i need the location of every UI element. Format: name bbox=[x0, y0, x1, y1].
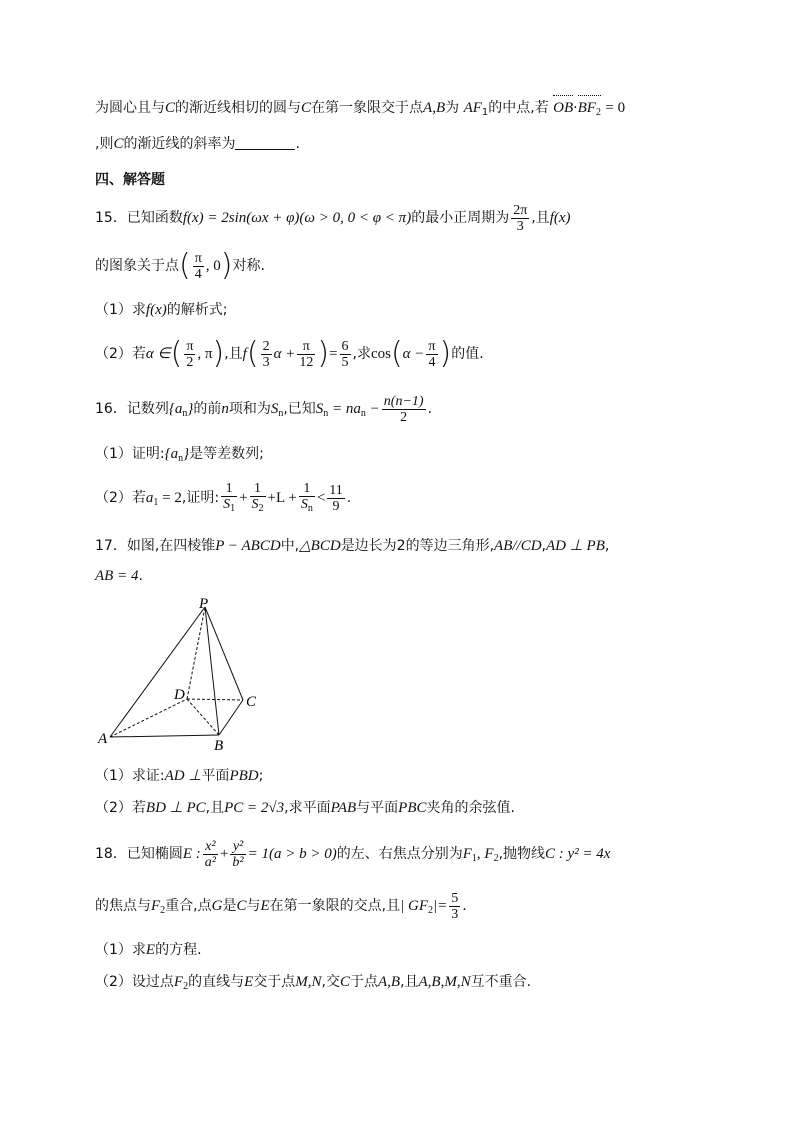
math: C bbox=[113, 136, 124, 152]
text: ,证明: bbox=[181, 490, 220, 506]
edge-pa bbox=[110, 607, 205, 737]
text: 交于点 bbox=[253, 974, 296, 990]
s: 1 bbox=[153, 497, 159, 508]
edge-pc bbox=[205, 607, 243, 700]
label-p: P bbox=[199, 596, 209, 612]
fraction bbox=[449, 891, 460, 922]
math: + bbox=[239, 490, 248, 506]
text: 的图象关于点 bbox=[95, 258, 179, 274]
den: 12 bbox=[299, 354, 314, 370]
fraction bbox=[511, 203, 529, 234]
s: n bbox=[178, 453, 184, 464]
vector-bf2 bbox=[578, 98, 601, 123]
math: α + bbox=[273, 346, 296, 362]
text-line-1 bbox=[95, 98, 625, 123]
math bbox=[174, 974, 188, 990]
paren: ) bbox=[220, 248, 233, 283]
text: ; bbox=[258, 768, 264, 784]
text: 的值. bbox=[451, 346, 484, 362]
text: , bbox=[604, 538, 610, 554]
paren: ( bbox=[170, 336, 183, 371]
text: 为圆心且与 bbox=[95, 100, 165, 116]
question-number: 18． bbox=[95, 846, 127, 862]
text: ,且 bbox=[205, 800, 225, 816]
math: P − ABCD bbox=[215, 538, 281, 554]
question-18-cont bbox=[95, 888, 467, 924]
m: F bbox=[151, 898, 161, 914]
math bbox=[271, 401, 284, 417]
math: AB//CD bbox=[494, 538, 542, 554]
question-number: 15． bbox=[95, 210, 127, 226]
edge-db bbox=[187, 699, 219, 735]
num: 1 bbox=[250, 481, 266, 497]
m: S bbox=[270, 401, 279, 417]
text: ,抛物线 bbox=[498, 846, 546, 862]
m: S bbox=[251, 496, 259, 512]
edge-ad bbox=[110, 699, 187, 737]
num: 6 bbox=[341, 338, 349, 354]
s: 2 bbox=[493, 853, 499, 864]
num: π bbox=[194, 250, 202, 266]
math: = 1(a > b > 0) bbox=[247, 846, 337, 862]
s: 2 bbox=[183, 981, 189, 992]
question-number: 16． bbox=[95, 401, 127, 417]
paren: ) bbox=[439, 336, 452, 371]
math bbox=[146, 490, 182, 506]
text: 已知函数 bbox=[126, 210, 183, 226]
text: ,交 bbox=[321, 974, 340, 990]
fraction bbox=[193, 251, 204, 282]
math: AF bbox=[463, 100, 482, 116]
subscript: 1 bbox=[481, 107, 489, 118]
text: ,已知 bbox=[283, 401, 316, 417]
section-title: 四、解答题 bbox=[95, 172, 165, 188]
text: 项和为 bbox=[228, 401, 271, 417]
edge-pd bbox=[187, 607, 205, 699]
text: 是等差数列; bbox=[189, 446, 264, 462]
question-16-part-1 bbox=[95, 444, 264, 469]
m: − bbox=[369, 401, 380, 417]
fraction bbox=[203, 839, 218, 870]
question-18 bbox=[95, 836, 610, 872]
fraction bbox=[340, 339, 351, 370]
paren: ) bbox=[212, 336, 225, 371]
math: f bbox=[242, 346, 247, 362]
text: ,求平面 bbox=[284, 800, 331, 816]
text: 于点 bbox=[349, 974, 378, 990]
math bbox=[165, 446, 190, 462]
text: （1）求 bbox=[95, 302, 146, 318]
edge-ab bbox=[110, 735, 219, 737]
num: π bbox=[297, 339, 315, 355]
text: ,且 bbox=[400, 974, 419, 990]
m: |= bbox=[432, 898, 448, 914]
text: 的方程. bbox=[155, 942, 202, 958]
math: +L + bbox=[267, 490, 297, 506]
text: 夹角的余弦值. bbox=[426, 800, 515, 816]
m: | GF bbox=[400, 898, 428, 914]
label-d: D bbox=[174, 687, 185, 703]
question-18-part-2 bbox=[95, 972, 531, 997]
num: y² bbox=[230, 839, 245, 855]
text: （2）若 bbox=[95, 490, 146, 506]
den bbox=[221, 497, 237, 516]
math: A,B,M,N bbox=[418, 974, 471, 990]
m: S bbox=[300, 496, 308, 512]
fraction bbox=[221, 481, 237, 516]
text: 是边长为2的等边三角形, bbox=[340, 538, 495, 554]
den bbox=[299, 497, 315, 516]
s: 2 bbox=[427, 905, 433, 916]
fraction bbox=[299, 481, 315, 516]
question-15-part-2 bbox=[95, 334, 484, 374]
math: E : bbox=[182, 846, 201, 862]
m: F bbox=[462, 846, 472, 862]
m: } bbox=[187, 401, 194, 417]
fraction bbox=[261, 339, 272, 370]
num: n(n−1) bbox=[383, 393, 424, 409]
question-17-part-2 bbox=[95, 798, 515, 818]
text: 已知椭圆 bbox=[126, 846, 183, 862]
vector-ob: OB bbox=[553, 100, 574, 116]
text: （1）求证: bbox=[95, 768, 165, 784]
math: n bbox=[221, 401, 229, 417]
m: {a bbox=[168, 401, 183, 417]
math: = bbox=[329, 346, 338, 362]
answer-blank bbox=[235, 135, 295, 150]
text: 互不重合. bbox=[470, 974, 532, 990]
math: PBD bbox=[229, 768, 259, 784]
math: BF bbox=[577, 100, 596, 116]
text: （1）求 bbox=[95, 942, 146, 958]
math bbox=[169, 401, 194, 417]
m: S bbox=[223, 496, 231, 512]
num: 11 bbox=[329, 482, 343, 498]
math: = 0 bbox=[605, 100, 626, 116]
m: } bbox=[183, 446, 190, 462]
text-line-2 bbox=[95, 134, 300, 154]
math: PC = 2√3 bbox=[224, 800, 285, 816]
math: C bbox=[165, 100, 176, 116]
s: n bbox=[360, 408, 366, 419]
math: G bbox=[211, 898, 223, 914]
text: 的渐近线的斜率为 bbox=[123, 136, 236, 152]
text: ,求 bbox=[352, 346, 371, 362]
paren: ( bbox=[246, 336, 259, 371]
num: 2 bbox=[262, 338, 270, 354]
fraction bbox=[184, 339, 195, 370]
math: BD ⊥ PC bbox=[145, 800, 206, 816]
math: E bbox=[260, 898, 270, 914]
text: 的前 bbox=[193, 401, 222, 417]
math: M,N bbox=[295, 974, 322, 990]
text: （1）证明: bbox=[95, 446, 165, 462]
text: 在第一象限交于点 bbox=[311, 100, 424, 116]
num: 2π bbox=[513, 202, 528, 218]
edge-pb bbox=[205, 607, 219, 735]
math: E bbox=[244, 974, 254, 990]
m: {a bbox=[164, 446, 179, 462]
m: = 2 bbox=[162, 490, 182, 506]
math: , π bbox=[197, 346, 213, 362]
math: AB = 4 bbox=[95, 568, 139, 584]
fraction bbox=[426, 339, 437, 370]
math: + bbox=[219, 846, 229, 862]
num: 1 bbox=[221, 481, 237, 497]
s: n bbox=[323, 408, 329, 419]
m: F bbox=[173, 974, 184, 990]
math bbox=[400, 898, 447, 914]
num: 1 bbox=[299, 481, 315, 497]
paren: ( bbox=[179, 248, 191, 283]
text: , bbox=[541, 538, 546, 554]
text: 的直线与 bbox=[188, 974, 245, 990]
text: . bbox=[295, 136, 300, 152]
s: 1 bbox=[230, 502, 236, 514]
question-15-part-1 bbox=[95, 300, 227, 320]
den: 4 bbox=[428, 354, 436, 370]
num: π bbox=[428, 338, 436, 354]
den: a² bbox=[204, 854, 216, 870]
text: （2）若 bbox=[95, 800, 146, 816]
text: ,则 bbox=[95, 136, 114, 152]
math bbox=[151, 898, 165, 914]
text: 的中点,若 bbox=[488, 100, 549, 116]
math: AD ⊥ bbox=[164, 768, 202, 784]
math: AD ⊥ PB bbox=[546, 538, 605, 554]
math bbox=[463, 846, 499, 862]
den: 3 bbox=[262, 354, 270, 370]
den: 5 bbox=[341, 354, 349, 370]
m: S bbox=[315, 401, 324, 417]
den: 2 bbox=[400, 409, 408, 425]
text: 记数列 bbox=[126, 401, 169, 417]
den: b² bbox=[232, 854, 244, 870]
math: PBC bbox=[398, 800, 427, 816]
num: 5 bbox=[451, 890, 459, 906]
num: x² bbox=[203, 839, 218, 855]
math: cos bbox=[370, 346, 391, 362]
question-16-part-2 bbox=[95, 476, 351, 520]
s: n bbox=[307, 502, 313, 514]
text: 对称. bbox=[232, 258, 265, 274]
den: 2 bbox=[186, 354, 194, 370]
fraction bbox=[382, 394, 426, 425]
math bbox=[316, 401, 380, 417]
s: 2 bbox=[160, 905, 166, 916]
m: , F bbox=[476, 846, 494, 862]
den: 4 bbox=[194, 266, 202, 282]
s: 1 bbox=[471, 853, 477, 864]
label-b: B bbox=[214, 738, 224, 754]
m: a bbox=[145, 490, 154, 506]
math: PAB bbox=[330, 800, 357, 816]
paren: ) bbox=[317, 336, 330, 371]
text: 的解析式; bbox=[166, 302, 228, 318]
math: , 0 bbox=[205, 258, 221, 274]
text: 的焦点与 bbox=[95, 898, 151, 914]
text: 与平面 bbox=[356, 800, 399, 816]
dot: · bbox=[573, 100, 578, 116]
text: 平面 bbox=[201, 768, 230, 784]
text: . bbox=[138, 568, 143, 584]
math: A,B bbox=[377, 974, 401, 990]
text: （2）若 bbox=[95, 346, 146, 362]
question-number: 17． bbox=[95, 538, 127, 554]
label-a: A bbox=[98, 731, 108, 747]
label-c: C bbox=[246, 694, 257, 710]
s: n bbox=[182, 408, 188, 419]
question-15-cont bbox=[95, 246, 265, 286]
math: △BCD bbox=[299, 538, 341, 554]
den: 3 bbox=[451, 906, 459, 922]
text: . bbox=[427, 401, 433, 417]
s: n bbox=[278, 408, 284, 419]
fraction bbox=[327, 483, 344, 514]
math: C bbox=[301, 100, 312, 116]
text: 重合,点 bbox=[165, 898, 212, 914]
math: E bbox=[145, 942, 156, 958]
text: 的左、右焦点分别为 bbox=[336, 846, 463, 862]
math: α ∈ bbox=[145, 346, 171, 362]
math: f(x) bbox=[549, 210, 571, 226]
question-15 bbox=[95, 200, 571, 236]
question-18-part-1 bbox=[95, 940, 202, 960]
math: f(x) = 2sin(ωx + φ)(ω > 0, 0 < φ < π) bbox=[182, 210, 412, 226]
question-16 bbox=[95, 392, 432, 426]
text: 的最小正周期为 bbox=[411, 210, 510, 226]
text: （2）设过点 bbox=[95, 974, 174, 990]
fraction bbox=[230, 839, 245, 870]
paren: ( bbox=[390, 336, 403, 371]
question-17 bbox=[95, 536, 609, 556]
fraction bbox=[250, 481, 266, 516]
math: C : y² = 4x bbox=[545, 846, 611, 862]
text: . bbox=[346, 490, 352, 506]
math: C bbox=[339, 974, 350, 990]
pyramid-figure bbox=[95, 596, 270, 756]
math: C bbox=[236, 898, 247, 914]
den: 3 bbox=[516, 218, 524, 234]
math: A,B bbox=[423, 100, 446, 116]
edge-bc bbox=[219, 700, 243, 735]
num: π bbox=[186, 338, 194, 354]
den: 9 bbox=[332, 498, 340, 514]
question-17-part-1 bbox=[95, 766, 263, 786]
text: 与 bbox=[246, 898, 261, 914]
question-17-cont bbox=[95, 566, 143, 586]
den bbox=[250, 497, 266, 516]
text: 是 bbox=[222, 898, 237, 914]
m: = na bbox=[332, 401, 361, 417]
text: 的渐近线相切的圆与 bbox=[175, 100, 302, 116]
text: 在第一象限的交点,且 bbox=[269, 898, 401, 914]
subscript: 2 bbox=[595, 107, 601, 118]
text: ,且 bbox=[531, 210, 550, 226]
math: f(x) bbox=[145, 302, 167, 318]
math: α − bbox=[402, 346, 425, 362]
fraction bbox=[297, 339, 315, 370]
math: < bbox=[316, 490, 326, 506]
text: 为 bbox=[445, 100, 460, 116]
text: 中, bbox=[280, 538, 300, 554]
text: . bbox=[462, 898, 467, 914]
text: 如图,在四棱锥 bbox=[126, 538, 216, 554]
s: 2 bbox=[258, 502, 264, 514]
text: ,且 bbox=[224, 346, 243, 362]
